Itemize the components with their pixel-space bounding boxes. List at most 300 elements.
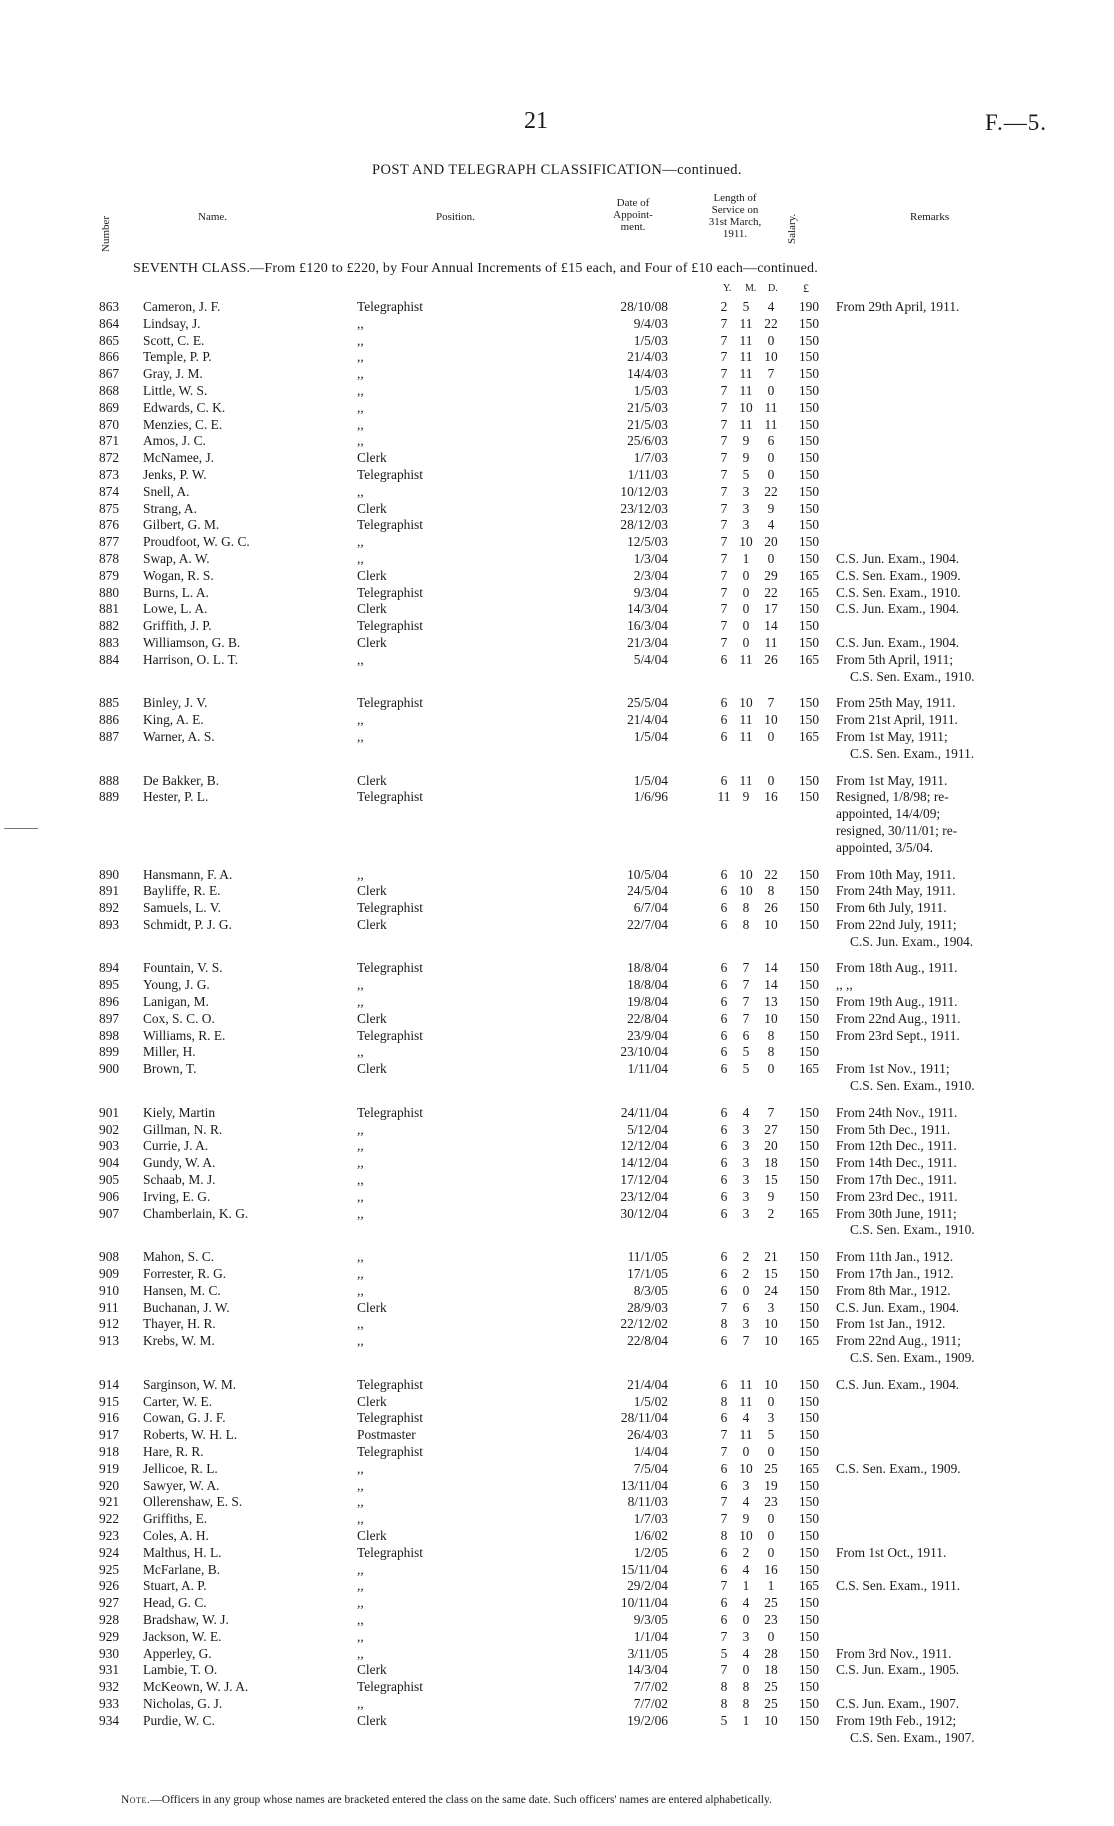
service-days: 10 [764, 1376, 778, 1392]
service-months: 4 [742, 1645, 750, 1661]
service-months: 2 [742, 1544, 750, 1560]
officer-position: Clerk [357, 1393, 387, 1409]
officer-position: Telegraphist [357, 466, 423, 482]
service-years: 7 [720, 399, 728, 415]
appointment-date: 1/5/04 [633, 772, 668, 788]
appointment-date: 13/11/04 [620, 1477, 668, 1493]
service-days: 29 [764, 567, 778, 583]
service-days: 19 [764, 1477, 778, 1493]
appointment-date: 1/7/03 [633, 1511, 668, 1527]
service-years: 6 [720, 960, 728, 976]
service-years: 7 [720, 382, 728, 398]
remarks: C.S. Jun. Exam., 1904. [836, 1299, 960, 1315]
row-number: 934 [99, 1712, 120, 1728]
service-years: 7 [720, 1444, 728, 1459]
table-row [0, 1528, 1114, 1545]
officer-name: Thayer, H. R. [143, 1316, 216, 1332]
officer-name: Temple, P. P. [143, 349, 212, 365]
service-days: 0 [767, 1393, 775, 1409]
service-months: 10 [739, 1527, 753, 1543]
officer-name: Miller, H. [143, 1044, 196, 1060]
officer-position: Clerk [357, 634, 387, 650]
page-number: 21 [524, 108, 548, 134]
officer-position: ,, [357, 416, 364, 432]
service-years: 6 [720, 1611, 728, 1627]
officer-name: McKeown, W. J. A. [143, 1679, 249, 1695]
officer-position: Telegraphist [357, 1444, 423, 1459]
service-years: 6 [720, 1561, 728, 1577]
salary: 150 [798, 332, 820, 348]
salary: 165 [798, 1578, 820, 1594]
officer-position: ,, [357, 1249, 364, 1265]
service-days: 7 [767, 695, 775, 711]
table-row [0, 977, 1114, 994]
salary: 150 [798, 618, 820, 634]
table-row [0, 1105, 1114, 1122]
service-days: 7 [767, 366, 775, 382]
service-years: 6 [720, 1121, 728, 1137]
salary: 150 [798, 382, 820, 398]
service-days: 23 [764, 1611, 778, 1627]
officer-name: Chamberlain, K. G. [143, 1205, 249, 1221]
salary: 150 [798, 712, 820, 728]
officer-name: Sarginson, W. M. [143, 1376, 237, 1392]
service-days: 10 [764, 1010, 778, 1026]
officer-position: ,, [357, 1205, 364, 1221]
service-days: 3 [767, 1410, 775, 1426]
service-days: 20 [764, 1138, 778, 1154]
service-years: 7 [720, 1494, 728, 1510]
row-number: 863 [99, 299, 120, 314]
service-months: 3 [742, 500, 750, 516]
service-years: 6 [720, 1104, 728, 1120]
table-row [0, 618, 1114, 635]
remarks: From 24th May, 1911. [836, 883, 956, 899]
service-years: 6 [720, 1010, 728, 1026]
remarks: From 11th Jan., 1912. [836, 1249, 954, 1265]
row-number: 888 [99, 772, 120, 788]
remarks: From 1st May, 1911; [836, 728, 948, 744]
service-days: 0 [767, 1544, 775, 1560]
unit-years: Y. [723, 283, 732, 294]
service-months: 4 [742, 1595, 750, 1611]
service-years: 8 [720, 1527, 728, 1543]
service-years: 6 [720, 1460, 728, 1476]
officer-name: Cameron, J. F. [143, 299, 221, 314]
remarks: C.S. Jun. Exam., 1907. [836, 1695, 960, 1711]
service-months: 2 [742, 1249, 750, 1265]
footnote-lead: Note. [121, 1794, 151, 1806]
officer-name: Proudfoot, W. G. C. [143, 534, 250, 550]
remarks: From 17th Jan., 1912. [836, 1266, 954, 1282]
service-days: 4 [767, 299, 775, 314]
officer-position: Clerk [357, 916, 387, 932]
header-length-of-service: Length of Service on 31st March, 1911. [708, 192, 762, 240]
service-days: 25 [764, 1679, 778, 1695]
appointment-date: 1/3/04 [633, 550, 668, 566]
row-number: 889 [99, 789, 120, 805]
service-months: 11 [739, 349, 753, 365]
row-number: 875 [99, 500, 120, 516]
table-row [0, 417, 1114, 434]
service-months: 0 [742, 618, 750, 634]
unit-months: M. [745, 283, 757, 294]
appointment-date: 19/2/06 [627, 1712, 668, 1728]
row-number: 880 [99, 584, 120, 600]
officer-position: Telegraphist [357, 695, 423, 711]
row-number: 912 [99, 1316, 120, 1332]
table-row [0, 1511, 1114, 1528]
officer-name: Krebs, W. M. [143, 1333, 215, 1349]
service-years: 6 [720, 1044, 728, 1060]
appointment-date: 26/4/03 [627, 1427, 668, 1443]
row-number: 916 [99, 1410, 120, 1426]
appointment-date: 1/11/04 [627, 1061, 668, 1077]
service-days: 25 [764, 1460, 778, 1476]
appointment-date: 23/12/03 [620, 500, 668, 516]
salary: 150 [798, 399, 820, 415]
appointment-date: 14/4/03 [627, 366, 668, 382]
salary: 150 [798, 483, 820, 499]
officer-name: Gillman, N. R. [143, 1121, 223, 1137]
row-number: 905 [99, 1172, 120, 1188]
service-years: 6 [720, 866, 728, 882]
table-row [0, 994, 1114, 1011]
service-months: 7 [742, 1010, 750, 1026]
service-days: 0 [767, 1628, 775, 1644]
salary: 150 [798, 1427, 820, 1443]
salary: 150 [798, 1010, 820, 1026]
officer-position: ,, [357, 977, 364, 993]
officer-name: Lowe, L. A. [143, 601, 208, 617]
table-row [0, 1377, 1114, 1394]
row-number: 884 [99, 651, 120, 667]
salary: 150 [798, 450, 820, 466]
row-number: 872 [99, 450, 120, 466]
remarks: C.S. Jun. Exam., 1904. [836, 634, 960, 650]
officer-position: ,, [357, 332, 364, 348]
service-years: 7 [720, 433, 728, 449]
remarks: From 1st May, 1911. [836, 772, 948, 788]
service-months: 3 [742, 1138, 750, 1154]
salary: 165 [798, 728, 820, 744]
appointment-date: 21/5/03 [627, 399, 668, 415]
service-years: 7 [720, 1427, 728, 1443]
remarks: Resigned, 1/8/98; re- [836, 789, 949, 805]
service-months: 11 [739, 416, 753, 432]
row-number: 882 [99, 618, 120, 634]
row-number: 929 [99, 1628, 120, 1644]
service-years: 6 [720, 1027, 728, 1043]
appointment-date: 21/3/04 [627, 634, 668, 650]
service-months: 5 [742, 1061, 750, 1077]
appointment-date: 2/3/04 [633, 567, 668, 583]
service-years: 8 [720, 1679, 728, 1695]
remarks: C.S. Jun. Exam., 1904. [836, 601, 960, 617]
salary: 150 [798, 634, 820, 650]
row-number: 931 [99, 1662, 120, 1678]
appointment-date: 17/12/04 [620, 1172, 668, 1188]
officer-position: ,, [357, 399, 364, 415]
service-years: 7 [720, 550, 728, 566]
table-row [0, 450, 1114, 467]
table-row [0, 635, 1114, 652]
row-number: 925 [99, 1561, 120, 1577]
service-months: 8 [742, 916, 750, 932]
table-row [0, 1662, 1114, 1679]
row-number: 865 [99, 332, 120, 348]
appointment-date: 21/4/04 [627, 1376, 668, 1392]
table-row [0, 299, 1114, 316]
officer-name: Jenks, P. W. [143, 466, 207, 482]
table-row [0, 1427, 1114, 1444]
row-number: 869 [99, 399, 120, 415]
officer-position: ,, [357, 1316, 364, 1332]
service-years: 6 [720, 1188, 728, 1204]
remarks: From 19th Aug., 1911. [836, 994, 958, 1010]
unit-days: D. [768, 283, 778, 294]
service-months: 4 [742, 1494, 750, 1510]
officer-position: ,, [357, 534, 364, 550]
remarks: C.S. Sen. Exam., 1909. [836, 1460, 961, 1476]
service-months: 0 [742, 584, 750, 600]
appointment-date: 24/11/04 [620, 1104, 668, 1120]
officer-position: Clerk [357, 1527, 387, 1543]
service-days: 11 [764, 634, 778, 650]
service-years: 8 [720, 1393, 728, 1409]
table-row [0, 517, 1114, 534]
service-days: 9 [767, 500, 775, 516]
remarks: C.S. Jun. Exam., 1904. [836, 1376, 960, 1392]
salary: 150 [798, 1611, 820, 1627]
service-years: 7 [720, 349, 728, 365]
officer-position: ,, [357, 315, 364, 331]
salary: 150 [798, 1282, 820, 1298]
appointment-date: 1/4/04 [633, 1444, 668, 1459]
officer-position: ,, [357, 1628, 364, 1644]
service-years: 7 [720, 315, 728, 331]
service-months: 0 [742, 1282, 750, 1298]
officer-position: Telegraphist [357, 1410, 423, 1426]
row-number: 883 [99, 634, 120, 650]
table-row [0, 467, 1114, 484]
remarks: From 23rd Sept., 1911. [836, 1027, 960, 1043]
service-months: 3 [742, 483, 750, 499]
service-years: 6 [720, 728, 728, 744]
service-months: 8 [742, 1695, 750, 1711]
officer-position: Telegraphist [357, 1104, 423, 1120]
officer-name: Mahon, S. C. [143, 1249, 215, 1265]
appointment-date: 1/1/04 [633, 1628, 668, 1644]
officer-position: Clerk [357, 500, 387, 516]
row-number: 864 [99, 315, 120, 331]
officer-name: Lambie, T. O. [143, 1662, 218, 1678]
officer-position: ,, [357, 1695, 364, 1711]
service-years: 6 [720, 1138, 728, 1154]
service-days: 26 [764, 651, 778, 667]
officer-position: ,, [357, 1611, 364, 1627]
appointment-date: 28/9/03 [627, 1299, 668, 1315]
salary: 150 [798, 1712, 820, 1728]
salary: 150 [798, 1410, 820, 1426]
officer-name: Jellicoe, R. L. [143, 1460, 218, 1476]
row-number: 904 [99, 1155, 120, 1171]
service-months: 11 [739, 728, 753, 744]
remarks: From 18th Aug., 1911. [836, 960, 958, 976]
service-days: 0 [767, 772, 775, 788]
remarks: appointed, 14/4/09; [836, 806, 941, 822]
service-years: 2 [720, 299, 728, 314]
table-row [0, 652, 1114, 686]
service-days: 10 [764, 1333, 778, 1349]
officer-name: Harrison, O. L. T. [143, 651, 239, 667]
service-months: 10 [739, 883, 753, 899]
appointment-date: 18/8/04 [627, 977, 668, 993]
table-row [0, 1394, 1114, 1411]
service-years: 7 [720, 500, 728, 516]
table-row [0, 333, 1114, 350]
service-months: 2 [742, 1266, 750, 1282]
remarks: From 1st Oct., 1911. [836, 1544, 947, 1560]
officer-name: Schmidt, P. J. G. [143, 916, 232, 932]
service-months: 9 [742, 1511, 750, 1527]
service-months: 3 [742, 1121, 750, 1137]
row-number: 899 [99, 1044, 120, 1060]
salary: 150 [798, 1299, 820, 1315]
service-days: 18 [764, 1662, 778, 1678]
salary: 150 [798, 1027, 820, 1043]
service-days: 0 [767, 450, 775, 466]
row-number: 897 [99, 1010, 120, 1026]
service-years: 7 [720, 1578, 728, 1594]
table-row [0, 1011, 1114, 1028]
remarks: From 22nd Aug., 1911. [836, 1010, 961, 1026]
table-row [0, 1028, 1114, 1045]
table-row [0, 1316, 1114, 1333]
service-years: 6 [720, 1205, 728, 1221]
officer-position: ,, [357, 1266, 364, 1282]
officer-name: Brown, T. [143, 1061, 197, 1077]
appointment-date: 10/12/03 [620, 483, 668, 499]
officer-position: ,, [357, 651, 364, 667]
row-number: 910 [99, 1282, 120, 1298]
officer-position: Postmaster [357, 1427, 416, 1443]
service-days: 5 [767, 1427, 775, 1443]
table-row [0, 1410, 1114, 1427]
salary: 150 [798, 994, 820, 1010]
officer-name: Bayliffe, R. E. [143, 883, 221, 899]
salary: 150 [798, 416, 820, 432]
officer-position: ,, [357, 382, 364, 398]
officer-position: ,, [357, 349, 364, 365]
table-row [0, 789, 1114, 856]
officer-name: Wogan, R. S. [143, 567, 214, 583]
table-row [0, 1172, 1114, 1189]
service-months: 7 [742, 977, 750, 993]
row-number: 913 [99, 1333, 120, 1349]
salary: 150 [798, 1662, 820, 1678]
salary: 150 [798, 1138, 820, 1154]
appointment-date: 14/3/04 [627, 1662, 668, 1678]
service-days: 18 [764, 1155, 778, 1171]
officer-position: Clerk [357, 567, 387, 583]
service-days: 24 [764, 1282, 778, 1298]
table-row [0, 1713, 1114, 1747]
officer-position: Telegraphist [357, 618, 423, 634]
officer-position: ,, [357, 1333, 364, 1349]
officer-name: Snell, A. [143, 483, 190, 499]
remarks: From 22nd July, 1911; [836, 916, 957, 932]
salary: 150 [798, 1249, 820, 1265]
salary: 150 [798, 517, 820, 533]
remarks: From 6th July, 1911. [836, 900, 947, 916]
service-months: 10 [739, 695, 753, 711]
row-number: 924 [99, 1544, 120, 1560]
table-row [0, 1138, 1114, 1155]
table-row [0, 1478, 1114, 1495]
remarks: From 22nd Aug., 1911; [836, 1333, 961, 1349]
table-row [0, 534, 1114, 551]
remarks: C.S. Sen. Exam., 1907. [850, 1729, 975, 1745]
appointment-date: 5/4/04 [633, 651, 668, 667]
officer-position: Clerk [357, 1010, 387, 1026]
unit-pounds: £ [803, 281, 809, 295]
table-row [0, 773, 1114, 790]
service-days: 0 [767, 1527, 775, 1543]
service-days: 26 [764, 900, 778, 916]
appointment-date: 9/3/04 [633, 584, 668, 600]
officer-name: Samuels, L. V. [143, 900, 221, 916]
appointment-date: 15/11/04 [620, 1561, 668, 1577]
table-row [0, 729, 1114, 763]
row-number: 933 [99, 1695, 120, 1711]
salary: 150 [798, 695, 820, 711]
officer-position: Telegraphist [357, 584, 423, 600]
row-number: 923 [99, 1527, 120, 1543]
table-row [0, 1696, 1114, 1713]
appointment-date: 14/12/04 [620, 1155, 668, 1171]
service-years: 6 [720, 1282, 728, 1298]
service-days: 10 [764, 349, 778, 365]
row-number: 896 [99, 994, 120, 1010]
officer-position: ,, [357, 483, 364, 499]
officer-name: Sawyer, W. A. [143, 1477, 220, 1493]
remarks: From 1st Jan., 1912. [836, 1316, 946, 1332]
service-days: 8 [767, 883, 775, 899]
salary: 190 [798, 299, 820, 314]
remarks: C.S. Jun. Exam., 1904. [850, 933, 974, 949]
table-row [0, 1249, 1114, 1266]
salary: 150 [798, 1393, 820, 1409]
service-months: 0 [742, 567, 750, 583]
remarks: C.S. Jun. Exam., 1904. [836, 550, 960, 566]
salary: 150 [798, 550, 820, 566]
officer-position: ,, [357, 1595, 364, 1611]
officer-name: Griffiths, E. [143, 1511, 208, 1527]
service-months: 10 [739, 866, 753, 882]
appointment-date: 24/5/04 [627, 883, 668, 899]
service-years: 7 [720, 366, 728, 382]
appointment-date: 28/10/08 [620, 299, 668, 314]
service-years: 6 [720, 712, 728, 728]
salary: 150 [798, 1172, 820, 1188]
appointment-date: 19/8/04 [627, 994, 668, 1010]
service-months: 11 [739, 366, 753, 382]
row-number: 886 [99, 712, 120, 728]
service-months: 9 [742, 789, 750, 805]
service-days: 1 [767, 1578, 775, 1594]
salary: 150 [798, 1561, 820, 1577]
